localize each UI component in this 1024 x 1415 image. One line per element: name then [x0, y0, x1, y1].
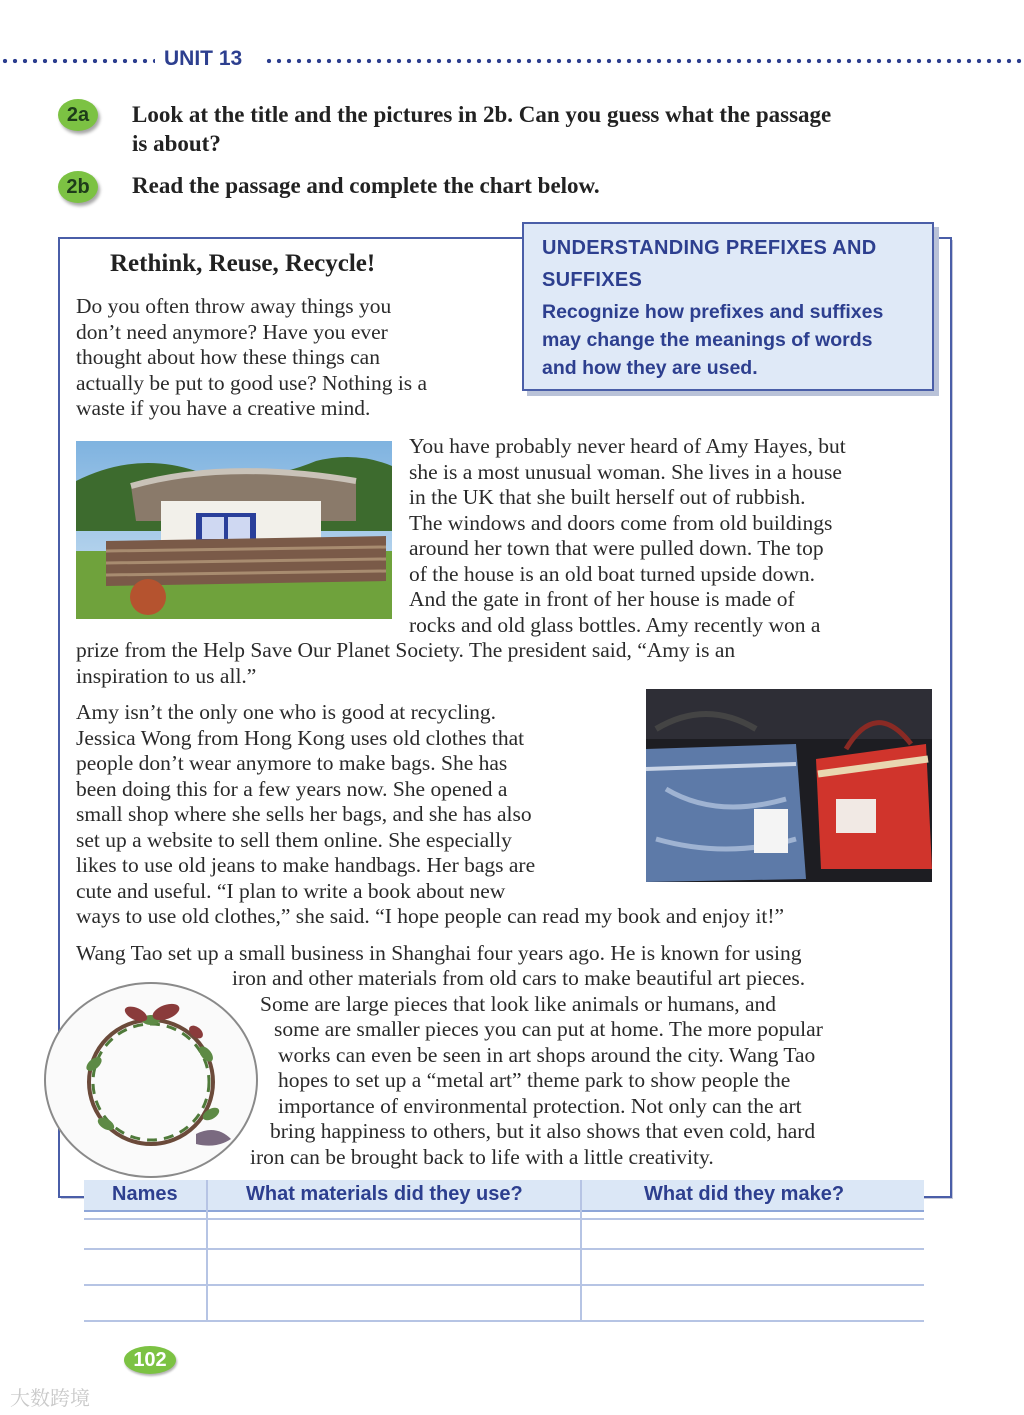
header-dots-right [264, 58, 1024, 64]
watermark-text: 大数跨境 [10, 1386, 90, 1410]
row-divider [84, 1320, 924, 1322]
answer-cell-row-1-made[interactable] [582, 1220, 924, 1248]
jeans-bags-photo [646, 689, 932, 882]
callout-body-line-3: and how they are used. [542, 357, 758, 379]
wang-line-8-wrap [250, 1145, 714, 1171]
jessica-line: cute and useful. “I plan to write a book about new [76, 878, 506, 903]
answer-cell-row-3-made[interactable] [582, 1286, 924, 1320]
jessica-line: small shop where she sells her bags, and she has also [76, 802, 532, 826]
answer-cell-row-3-names[interactable] [84, 1286, 206, 1320]
amy-line: around her town that were pulled down. The top [409, 536, 824, 560]
intro-line: actually be put to good use? Nothing is a [76, 370, 428, 395]
jessica-line: Jessica Wong from Hong Kong uses old clothes that [76, 725, 525, 750]
answer-cell-row-2-names[interactable] [84, 1250, 206, 1284]
wang-line: iron and other materials from old cars to make beautiful art pieces. [232, 966, 806, 990]
answer-cell-row-1-materials[interactable] [208, 1220, 580, 1248]
wang-line: some are smaller pieces you can put at home. The more popular [274, 1017, 823, 1041]
wang-line-4-wrap [278, 1043, 815, 1069]
intro-line: don’t need anymore? Have you ever [76, 319, 388, 344]
column-header-names: Names [112, 1183, 178, 1205]
amy-line: The windows and doors come from old buildings [409, 510, 833, 535]
jessica-line: ways to use old clothes,” she said. “I hope people can read my book and enjoy it!” [76, 904, 785, 928]
amy-paragraph-full [76, 638, 735, 689]
wang-line-2-wrap [260, 992, 776, 1018]
task-2a-line-1: Look at the title and the pictures in 2b. Can you guess what the passage [132, 102, 832, 127]
jessica-line: set up a website to sell them online. She especially [76, 827, 512, 852]
answer-cell-row-3-materials[interactable] [208, 1286, 580, 1320]
wang-first-line [76, 941, 801, 967]
amy-line: You have probably never heard of Amy Hayes, but [409, 434, 846, 458]
boat-house-photo [76, 441, 392, 619]
amy-line: in the UK that she built herself out of rubbish. [409, 485, 806, 509]
wang-line-7-wrap [270, 1119, 815, 1145]
jessica-line: people don’t wear anymore to make bags. She has [76, 751, 508, 775]
wang-line: Some are large pieces that look like animals or humans, and [260, 992, 777, 1016]
unit-title: UNIT 13 [164, 47, 243, 70]
task-badge-2a: 2a [58, 99, 98, 131]
wang-line-1-wrap [232, 966, 805, 992]
intro-line: waste if you have a creative mind. [76, 396, 371, 420]
page-number: 102 [124, 1346, 176, 1374]
amy-line: prize from the Help Save Our Planet Society. The president said, “Amy is an [76, 638, 736, 662]
chart-header-row [84, 1180, 924, 1212]
wang-line-5-wrap [278, 1068, 790, 1094]
completion-chart [84, 1180, 924, 1322]
callout-body-line-1: Recognize how prefixes and suffixes [542, 301, 884, 323]
jessica-line: been doing this for a few years now. She opened a [76, 776, 508, 801]
wang-line: Wang Tao set up a small business in Shanghai four years ago. He is known for using [76, 941, 802, 965]
wang-line: iron can be brought back to life with a little creativity. [250, 1145, 714, 1169]
amy-paragraph-wrapped [409, 434, 846, 638]
passage-title: Rethink, Reuse, Recycle! [110, 250, 376, 277]
jessica-line: likes to use old jeans to make handbags. Her bags are [76, 853, 536, 877]
task-2b-line-1: Read the passage and complete the chart below. [132, 173, 600, 198]
task-2a-instruction [132, 100, 831, 158]
intro-line: Do you often throw away things you [76, 294, 392, 318]
metal-wreath-picture [44, 982, 258, 1178]
column-header-made: What did they make? [644, 1183, 845, 1205]
amy-line: of the house is an old boat turned upside down. [409, 561, 816, 586]
wang-line-3-wrap [274, 1017, 823, 1043]
amy-line: she is a most unusual woman. She lives in a house [409, 459, 842, 484]
task-2a-line-2: is about? [132, 131, 221, 156]
column-header-materials: What materials did they use? [246, 1183, 523, 1205]
wang-line: works can even be seen in art shops around the city. Wang Tao [278, 1043, 816, 1067]
wang-line: importance of environmental protection. Not only can the art [278, 1094, 802, 1118]
callout-heading [542, 232, 922, 296]
callout-heading-line-1: UNDERSTANDING PREFIXES AND [542, 237, 877, 259]
callout-body-line-2: may change the meanings of words [542, 329, 873, 351]
jessica-line: Amy isn’t the only one who is good at recycling. [76, 700, 496, 724]
task-badge-2b: 2b [58, 171, 98, 203]
callout-heading-line-2: SUFFIXES [542, 269, 643, 291]
intro-line: thought about how these things can [76, 345, 380, 369]
answer-cell-row-2-materials[interactable] [208, 1250, 580, 1284]
wang-line-6-wrap [278, 1094, 802, 1120]
strategy-callout [522, 222, 934, 391]
callout-body [542, 298, 927, 382]
header-dots-left [0, 58, 155, 64]
intro-paragraph [76, 294, 427, 422]
wang-line: hopes to set up a “metal art” theme park to show people the [278, 1068, 791, 1092]
answer-cell-row-2-made[interactable] [582, 1250, 924, 1284]
wang-line: bring happiness to others, but it also shows that even cold, hard [270, 1119, 816, 1143]
amy-line: And the gate in front of her house is made of [409, 587, 795, 611]
answer-cell-row-1-names[interactable] [84, 1220, 206, 1248]
amy-line: rocks and old glass bottles. Amy recently won a [409, 612, 821, 637]
task-2b-instruction [132, 171, 600, 200]
amy-line: inspiration to us all.” [76, 663, 257, 688]
